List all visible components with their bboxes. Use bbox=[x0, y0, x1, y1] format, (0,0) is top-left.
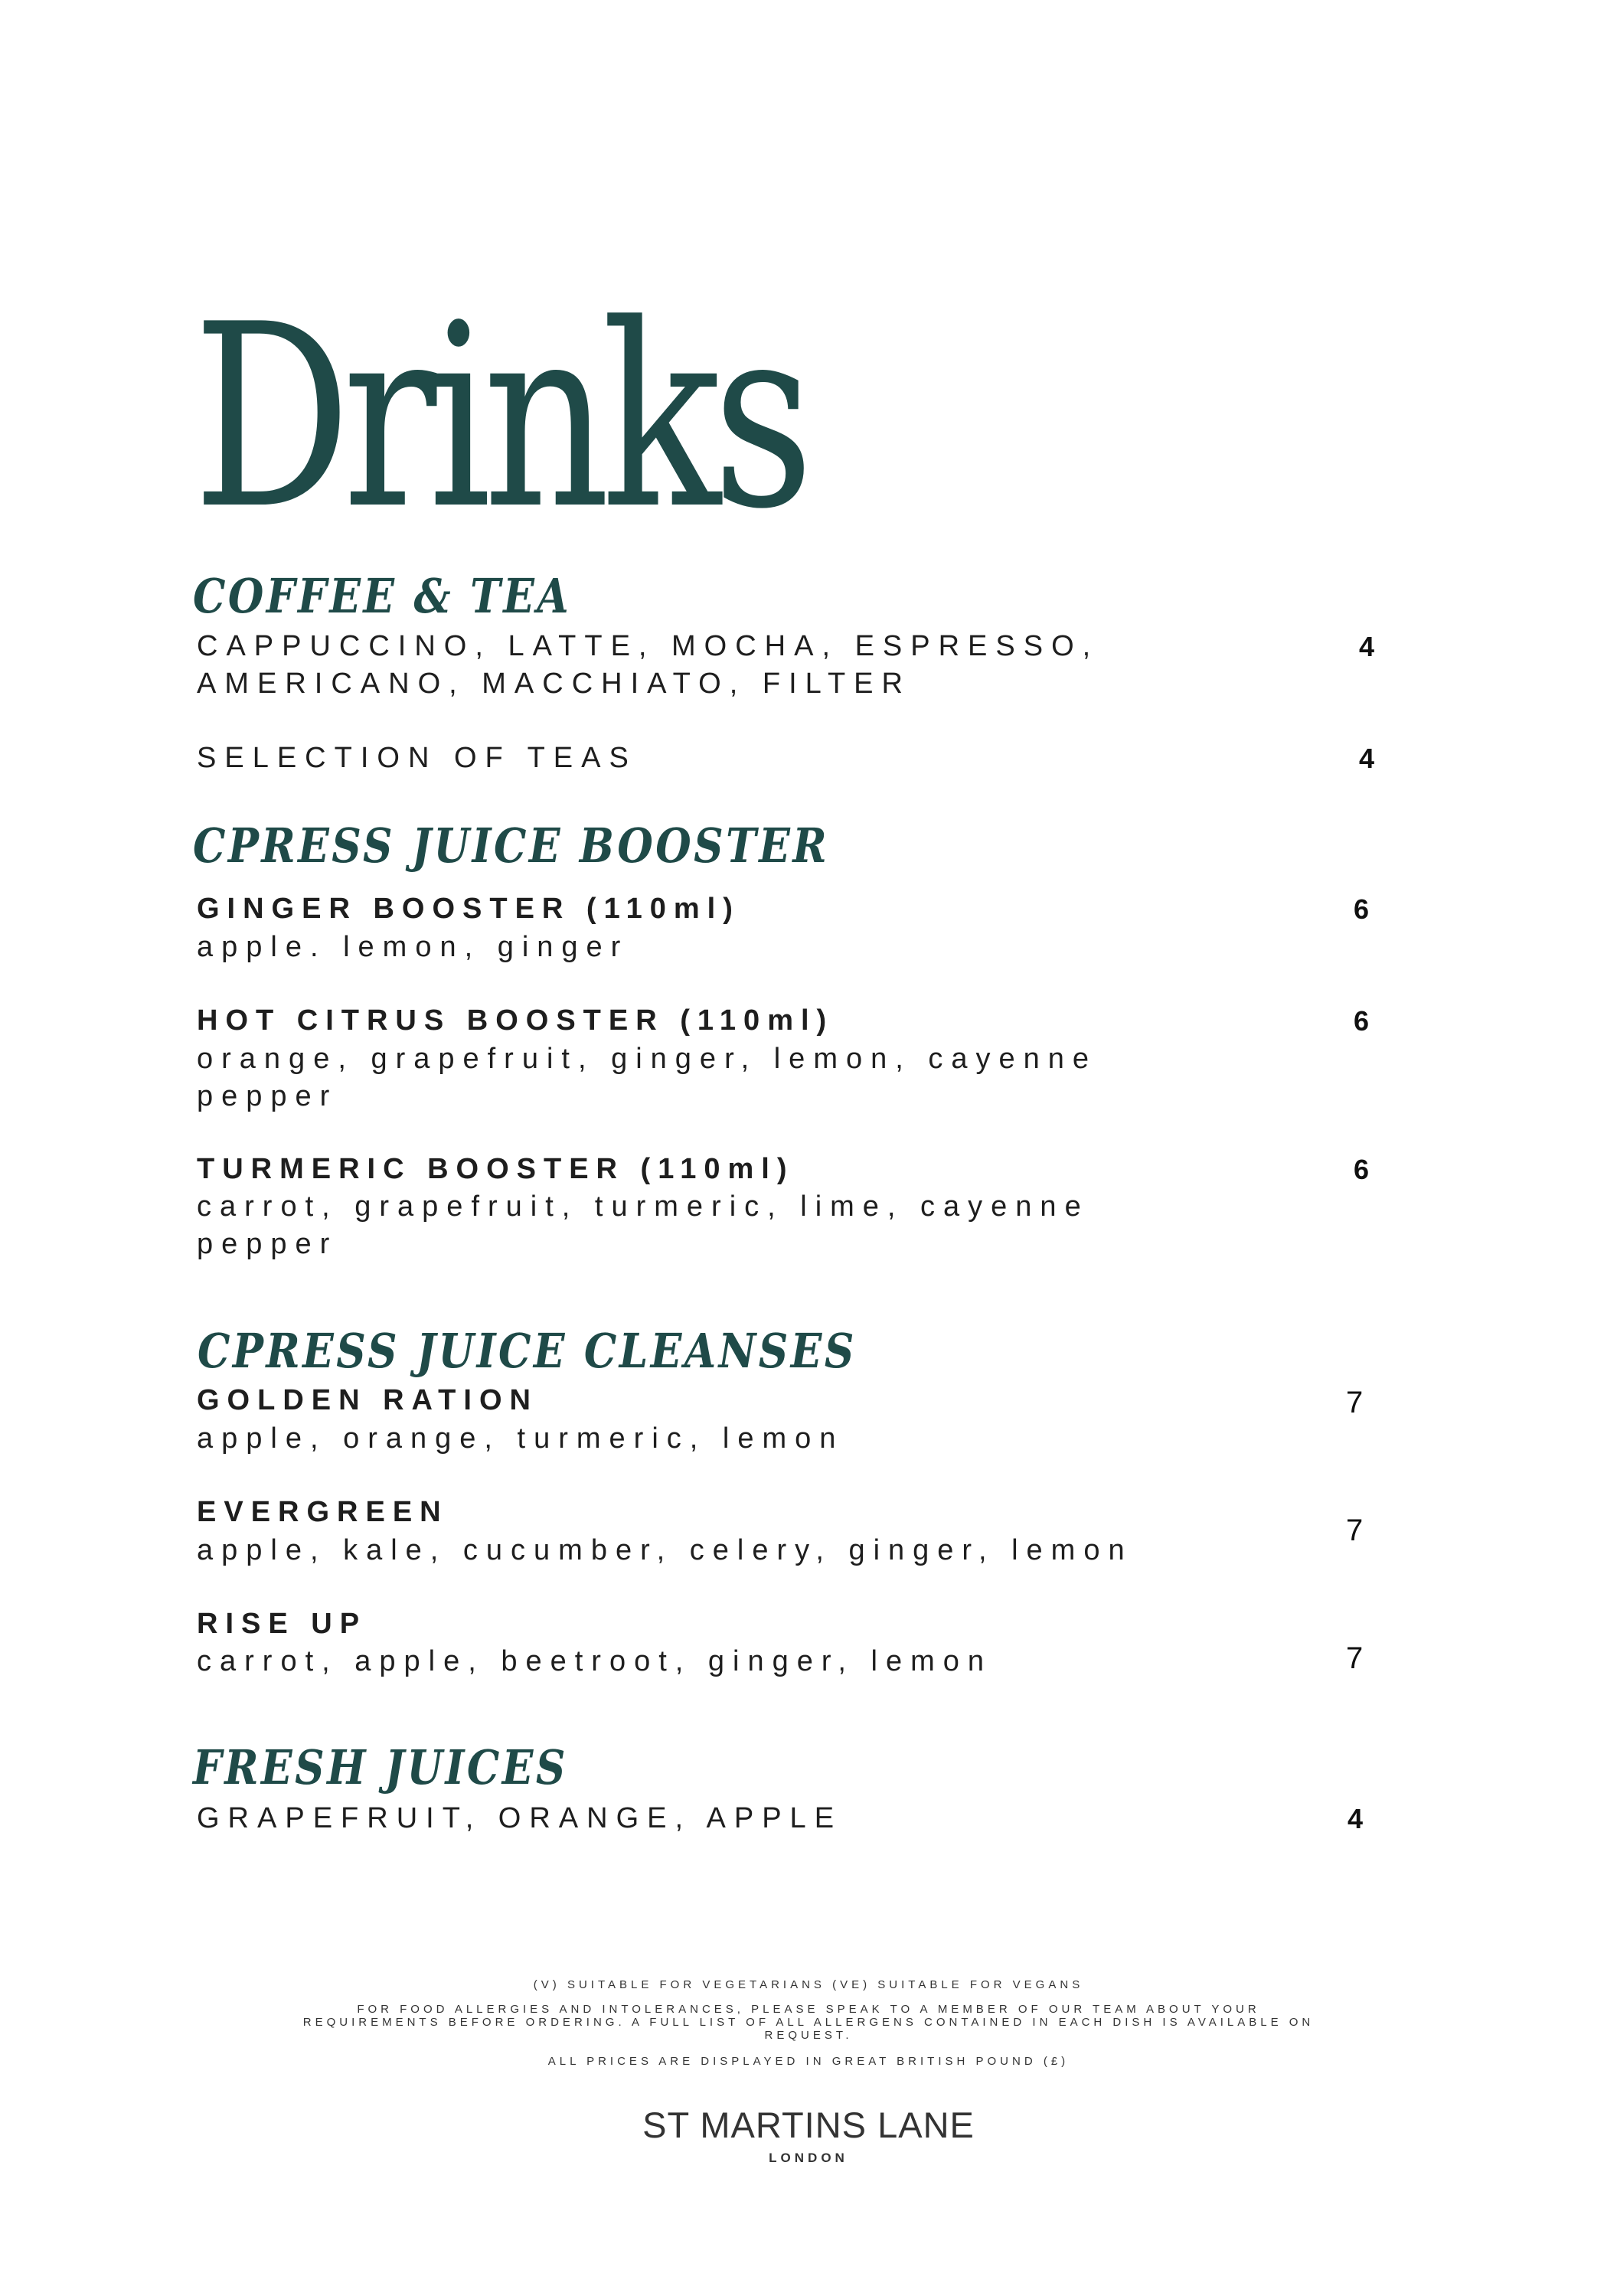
section-heading-juice-cleanses: CPRESS JUICE CLEANSES bbox=[198, 1323, 857, 1379]
price-teas: 4 bbox=[1359, 743, 1375, 774]
item-name-hot-citrus-booster: HOT CITRUS BOOSTER (110ml) bbox=[197, 1004, 835, 1037]
price-golden-ration: 7 bbox=[1346, 1386, 1364, 1419]
item-name-turmeric-booster: TURMERIC BOOSTER (110ml) bbox=[197, 1153, 795, 1185]
allergy-note-line3: REQUEST. bbox=[764, 2029, 853, 2042]
item-name-evergreen: EVERGREEN bbox=[197, 1496, 449, 1528]
allergy-note-line2: REQUIREMENTS BEFORE ORDERING. A FULL LIST OF ALL ALLERGENS CONTAINED IN EACH DISH IS AVAILABLE ON bbox=[302, 2016, 1315, 2029]
item-desc-turmeric-booster: carrot, grapefruit, turmeric, lime, cayenne bbox=[197, 1190, 1089, 1223]
allergy-note-line1: FOR FOOD ALLERGIES AND INTOLERANCES, PLEASE SPEAK TO A MEMBER OF OUR TEAM ABOUT YOUR bbox=[357, 2003, 1260, 2016]
currency-note: ALL PRICES ARE DISPLAYED IN GREAT BRITISH POUND (£) bbox=[547, 2055, 1070, 2068]
item-desc2-hot-citrus-booster: pepper bbox=[197, 1080, 338, 1112]
item-name-ginger-booster: GINGER BOOSTER (110ml) bbox=[197, 893, 740, 925]
item-name-golden-ration: GOLDEN RATION bbox=[197, 1384, 538, 1416]
price-fresh-juices: 4 bbox=[1348, 1803, 1364, 1834]
section-heading-coffee-tea: COFFEE & TEA bbox=[193, 568, 572, 624]
price-hot-citrus-booster: 6 bbox=[1354, 1005, 1370, 1037]
item-desc-rise-up: carrot, apple, beetroot, ginger, lemon bbox=[197, 1645, 993, 1677]
fresh-juices-list: GRAPEFRUIT, ORANGE, APPLE bbox=[197, 1802, 843, 1834]
price-rise-up: 7 bbox=[1346, 1641, 1364, 1675]
item-desc-evergreen: apple, kale, cucumber, celery, ginger, lemon bbox=[197, 1534, 1133, 1566]
item-desc-golden-ration: apple, orange, turmeric, lemon bbox=[197, 1422, 844, 1455]
section-heading-juice-booster: CPRESS JUICE BOOSTER bbox=[193, 818, 830, 874]
brand-name: ST MARTINS LANE bbox=[642, 2105, 975, 2145]
brand-location: LONDON bbox=[769, 2151, 848, 2165]
item-name-rise-up: RISE UP bbox=[197, 1608, 368, 1640]
price-evergreen: 7 bbox=[1346, 1514, 1364, 1547]
price-turmeric-booster: 6 bbox=[1354, 1154, 1370, 1185]
coffee-list-line2: AMERICANO, MACCHIATO, FILTER bbox=[197, 668, 911, 700]
item-desc2-turmeric-booster: pepper bbox=[197, 1228, 338, 1260]
page-title: Drinks bbox=[193, 270, 806, 564]
item-desc-hot-citrus-booster: orange, grapefruit, ginger, lemon, cayenne bbox=[197, 1043, 1098, 1075]
teas-item: SELECTION OF TEAS bbox=[197, 742, 637, 774]
item-desc-ginger-booster: apple. lemon, ginger bbox=[197, 931, 629, 963]
diet-note: (V) SUITABLE FOR VEGETARIANS (VE) SUITABLE FOR VEGANS bbox=[533, 1978, 1084, 1991]
price-coffee: 4 bbox=[1359, 631, 1375, 662]
section-heading-fresh-juices: FRESH JUICES bbox=[193, 1739, 568, 1795]
coffee-list-line1: CAPPUCCINO, LATTE, MOCHA, ESPRESSO, bbox=[197, 630, 1099, 662]
price-ginger-booster: 6 bbox=[1354, 893, 1370, 925]
